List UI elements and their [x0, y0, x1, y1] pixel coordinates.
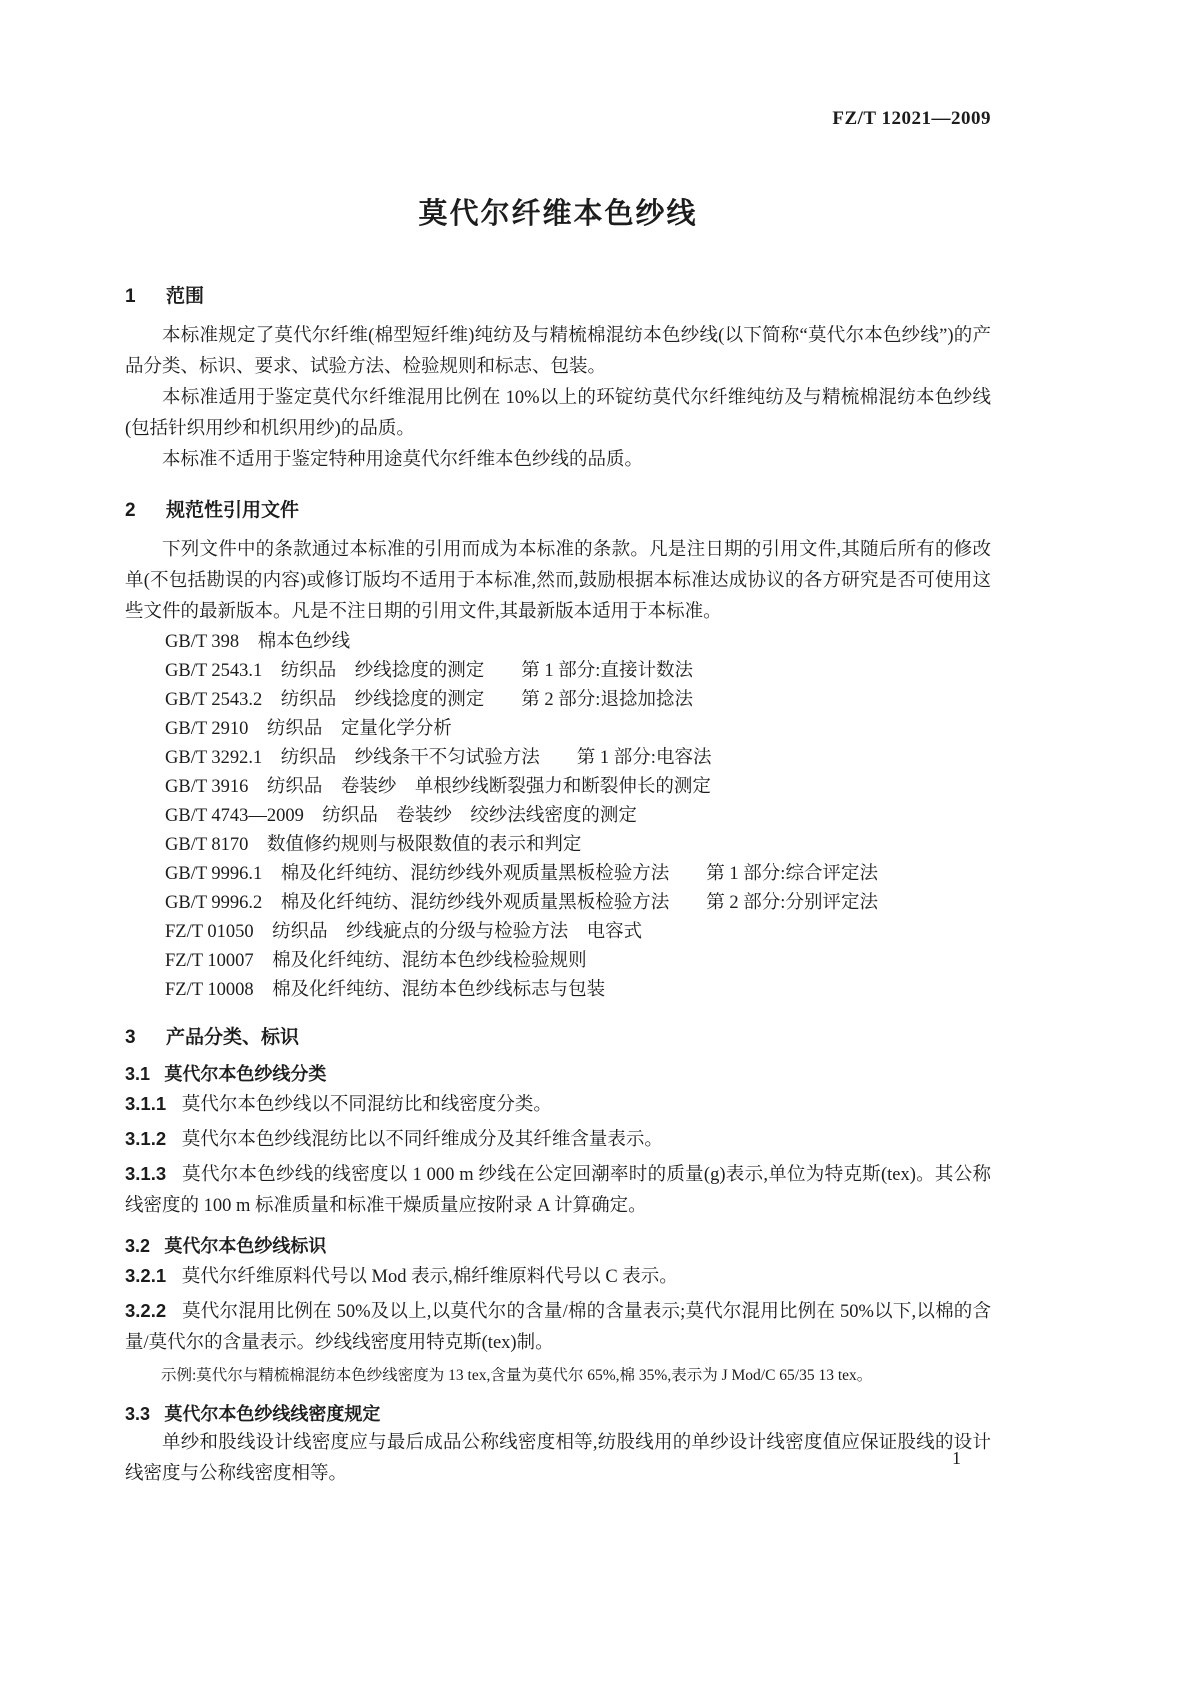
reference-item: GB/T 9996.1 棉及化纤纯纺、混纺纱线外观质量黑板检验方法 第 1 部分:综合评定法: [165, 864, 878, 884]
subsection-3-2-number: 3.2: [125, 1236, 151, 1256]
clause-3-1-1-text: 莫代尔本色纱线以不同混纺比和线密度分类。: [181, 1095, 552, 1115]
clause-3-2-1-text: 莫代尔纤维原料代号以 Mod 表示,棉纤维原料代号以 C 表示。: [181, 1267, 678, 1287]
document-content: [125, 108, 991, 1490]
subsection-3-1-number: 3.1: [125, 1064, 151, 1084]
clause-3-1-3-number: 3.1.3: [125, 1163, 167, 1184]
section-3-heading: [125, 1025, 991, 1050]
reference-item: GB/T 2543.2 纺织品 纱线捻度的测定 第 2 部分:退捻加捻法: [165, 690, 693, 710]
reference-item: GB/T 2543.1 纺织品 纱线捻度的测定 第 1 部分:直接计数法: [165, 661, 693, 681]
section-2-title: 规范性引用文件: [165, 500, 299, 521]
section-3-number: 3: [125, 1027, 136, 1048]
paragraph: 本标准不适用于鉴定特种用途莫代尔纤维本色纱线的品质。: [162, 450, 644, 470]
paragraph: 本标准适用于鉴定莫代尔纤维混用比例在 10%以上的环锭纺莫代尔纤维纯纺及与精梳棉混纺本色纱线(包括针织用纱和机织用纱)的品质。: [125, 388, 991, 439]
doc-number: FZ/T 12021—2009: [832, 108, 991, 129]
reference-item: GB/T 4743—2009 纺织品 卷装纱 绞纱法线密度的测定: [165, 806, 637, 826]
subsection-3-3-number: 3.3: [125, 1404, 151, 1424]
clause-3-2-2: [125, 1295, 991, 1359]
clause-3-1-2-text: 莫代尔本色纱线混纺比以不同纤维成分及其纤维含量表示。: [181, 1130, 663, 1150]
reference-item: FZ/T 01050 纺织品 纱线疵点的分级与检验方法 电容式: [165, 922, 643, 942]
paragraph: 本标准规定了莫代尔纤维(棉型短纤维)纯纺及与精梳棉混纺本色纱线(以下简称“莫代尔本色纱线”)的产品分类、标识、要求、试验方法、检验规则和标志、包装。: [125, 326, 991, 377]
reference-item: GB/T 2910 纺织品 定量化学分析: [165, 719, 452, 739]
clause-3-1-2: [125, 1123, 991, 1156]
clause-3-1-1-number: 3.1.1: [125, 1093, 167, 1114]
document-title: 莫代尔纤维本色纱线: [418, 198, 698, 230]
reference-item: FZ/T 10007 棉及化纤纯纺、混纺本色纱线检验规则: [165, 951, 587, 971]
reference-item: GB/T 9996.2 棉及化纤纯纺、混纺纱线外观质量黑板检验方法 第 2 部分:分别评定法: [165, 893, 878, 913]
reference-item: FZ/T 10008 棉及化纤纯纺、混纺本色纱线标志与包装: [165, 980, 606, 1000]
clause-3-2-2-text: 莫代尔混用比例在 50%及以上,以莫代尔的含量/棉的含量表示;莫代尔混用比例在 50%以下,以棉的含量/莫代尔的含量表示。纱线线密度用特克斯(tex)制。: [125, 1302, 991, 1353]
reference-item: GB/T 398 棉本色纱线: [165, 632, 351, 652]
page-number: 1: [952, 1448, 961, 1468]
reference-item: GB/T 3292.1 纺织品 纱线条干不匀试验方法 第 1 部分:电容法: [165, 748, 712, 768]
section-1-title: 范围: [165, 286, 204, 307]
clause-3-1-3: [125, 1158, 991, 1222]
subsection-3-2-heading: [125, 1234, 991, 1258]
reference-item: GB/T 8170 数值修约规则与极限数值的表示和判定: [165, 835, 582, 855]
section-2-number: 2: [125, 500, 136, 521]
subsection-3-3-title: 莫代尔本色纱线线密度规定: [164, 1404, 381, 1424]
subsection-3-3-heading: [125, 1402, 991, 1426]
paragraph: 下列文件中的条款通过本标准的引用而成为本标准的条款。凡是注日期的引用文件,其随后所有的修改单(不包括勘误的内容)或修订版均不适用于本标准,然而,鼓励根据本标准达成协议的各方研究是否可使用这些文件的最新版本。凡是不注日期的引用文件,其最新版本适用于本标准。: [125, 540, 991, 622]
subsection-3-1-heading: [125, 1062, 991, 1086]
section-1-heading: [125, 284, 991, 309]
subsection-3-2-title: 莫代尔本色纱线标识: [164, 1236, 327, 1256]
clause-3-1-3-text: 莫代尔本色纱线的线密度以 1 000 m 纱线在公定回潮率时的质量(g)表示,单位为特克斯(tex)。其公称线密度的 100 m 标准质量和标准干燥质量应按附录 A 计算确定。: [125, 1165, 991, 1216]
clause-3-2-1-number: 3.2.1: [125, 1265, 167, 1286]
section-1-number: 1: [125, 286, 136, 307]
clause-3-1-1: [125, 1088, 991, 1121]
reference-list: [125, 628, 991, 1005]
section-3-title: 产品分类、标识: [165, 1027, 299, 1048]
clause-3-2-2-number: 3.2.2: [125, 1300, 167, 1321]
clause-3-2-1: [125, 1260, 991, 1293]
clause-3-1-2-number: 3.1.2: [125, 1128, 167, 1149]
reference-item: GB/T 3916 纺织品 卷装纱 单根纱线断裂强力和断裂伸长的测定: [165, 777, 711, 797]
example-note: 示例:莫代尔与精梳棉混纺本色纱线密度为 13 tex,含量为莫代尔 65%,棉 35%,表示为 J Mod/C 65/35 13 tex。: [161, 1367, 873, 1384]
subsection-3-1-title: 莫代尔本色纱线分类: [164, 1064, 327, 1084]
section-2-heading: [125, 498, 991, 523]
paragraph: 单纱和股线设计线密度应与最后成品公称线密度相等,纺股线用的单纱设计线密度值应保证股线的设计线密度与公称线密度相等。: [125, 1433, 991, 1484]
